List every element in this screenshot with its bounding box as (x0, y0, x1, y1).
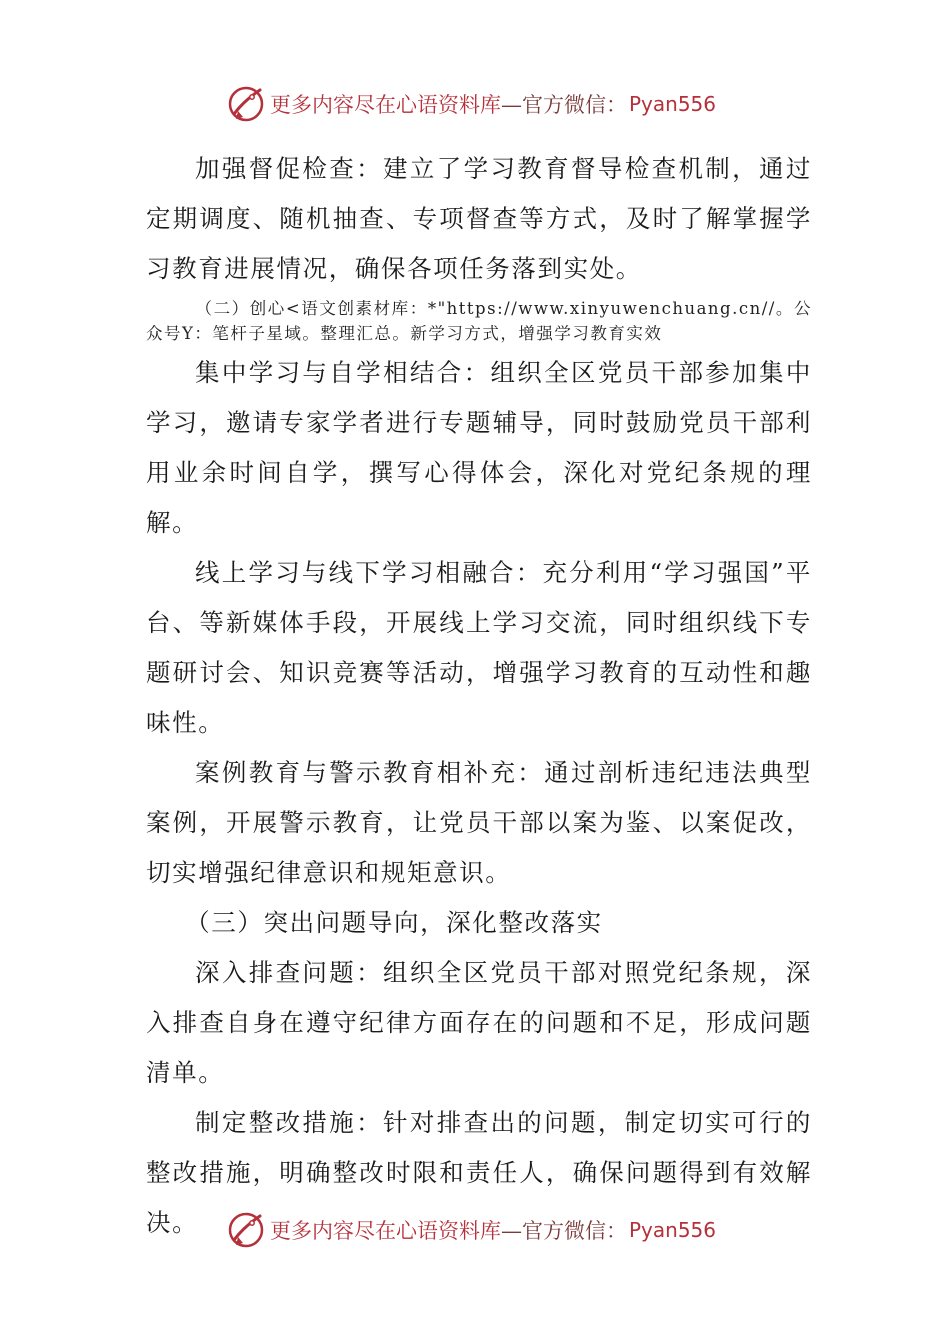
header-banner (226, 82, 716, 126)
paragraph-investigate: 深入排查问题：组织全区党员干部对照党纪条规，深入排查自身在遵守纪律方面存在的问题和不足，形成问题清单。 (146, 958, 812, 1087)
pen-nib-logo-icon (226, 84, 266, 124)
banner-wechat-id: Pyan556 (629, 92, 717, 116)
pen-nib-logo-icon (226, 1210, 266, 1250)
section-heading-3: （三）突出问题导向，深化整改落实 (185, 908, 603, 937)
banner-title: 更多内容尽在心语资料库 (270, 93, 501, 117)
paragraph-supervision: 加强督促检查：建立了学习教育督导检查机制，通过定期调度、随机抽查、专项督查等方式，及时了解掌握学习教育进展情况，确保各项任务落到实处。 (146, 154, 812, 283)
document-body (146, 144, 812, 1248)
paragraph-centralized-study: 集中学习与自学相结合：组织全区党员干部参加集中学习，邀请专家学者进行专题辅导，同时鼓励党员干部利用业余时间自学，撰写心得体会，深化对党纪条规的理解。 (146, 358, 812, 537)
section-note: （二）创心<语文创素材库：*"https://www.xinyuwenchuang.cn//。公众号Y：笔杆子星域。整理汇总。新学习方式，增强学习教育实效 (146, 299, 812, 343)
footer-banner-separator: —官方微信： (501, 1219, 627, 1243)
banner-separator: —官方微信： (501, 93, 627, 117)
paragraph-case-education: 案例教育与警示教育相补充：通过剖析违纪违法典型案例，开展警示教育，让党员干部以案为鉴、以案促改，切实增强纪律意识和规矩意识。 (146, 758, 812, 887)
footer-banner-title: 更多内容尽在心语资料库 (270, 1219, 501, 1243)
paragraph-rectification: 制定整改措施：针对排查出的问题，制定切实可行的整改措施，明确整改时限和责任人，确保问题得到有效解决。 (146, 1108, 812, 1237)
footer-banner-wechat-id: Pyan556 (629, 1218, 717, 1242)
paragraph-online-offline: 线上学习与线下学习相融合：充分利用“学习强国”平台、等新媒体手段，开展线上学习交流，同时组织线下专题研讨会、知识竞赛等活动，增强学习教育的互动性和趣味性。 (146, 558, 812, 737)
footer-banner (226, 1208, 716, 1252)
